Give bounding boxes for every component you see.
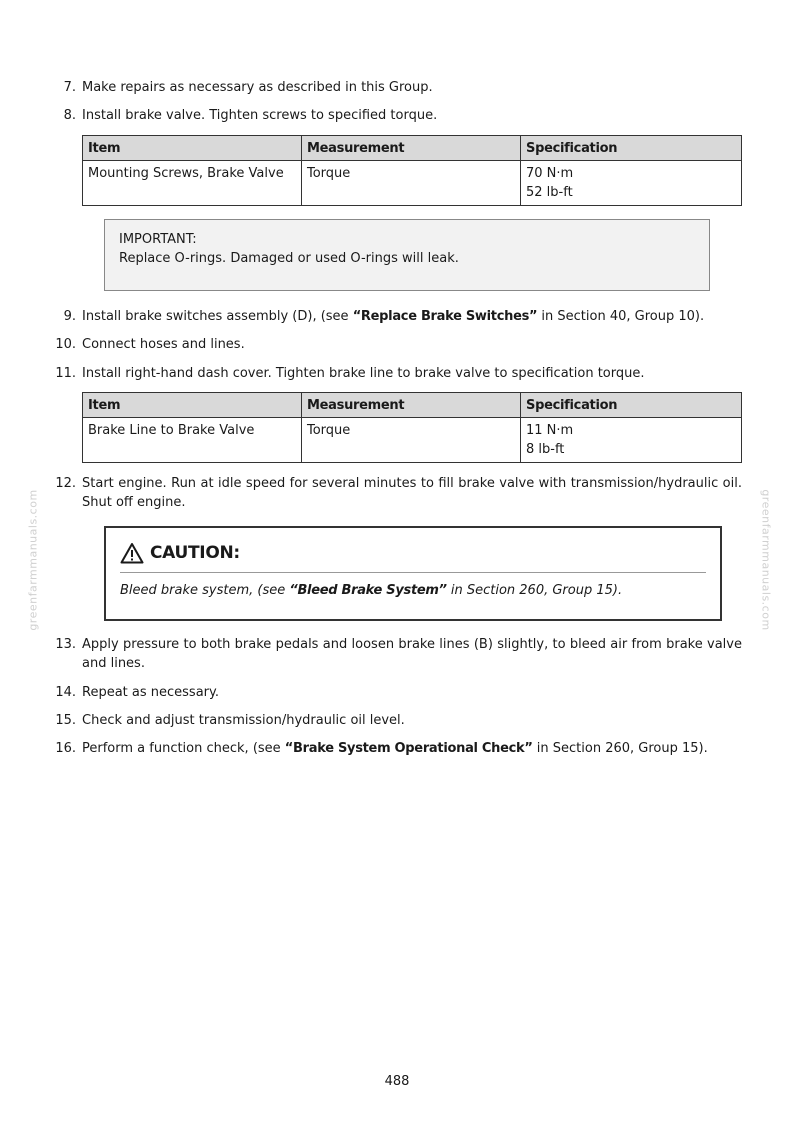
step-12 bbox=[50, 474, 742, 512]
table-row bbox=[83, 161, 742, 206]
watermark-left: greenfarmmanuals.com bbox=[26, 489, 40, 631]
step-text-post: in Section 40, Group 10). bbox=[537, 309, 705, 324]
step-text: Repeat as necessary. bbox=[82, 685, 219, 700]
spec-imperial: 52 lb-ft bbox=[526, 185, 573, 200]
step-8 bbox=[50, 106, 742, 125]
cross-reference-link[interactable]: “Replace Brake Switches” bbox=[352, 309, 538, 324]
cell-specification bbox=[521, 161, 742, 206]
step-10 bbox=[50, 335, 742, 354]
warning-triangle-icon bbox=[120, 542, 144, 564]
step-text: Check and adjust transmission/hydraulic oil level. bbox=[82, 713, 405, 728]
step-text-post: in Section 260, Group 15). bbox=[532, 741, 708, 756]
watermark-right: greenfarmmanuals.com bbox=[759, 489, 773, 631]
step-15 bbox=[50, 711, 742, 730]
important-title: IMPORTANT: bbox=[119, 232, 197, 247]
step-text: Install brake valve. Tighten screws to specified torque. bbox=[82, 108, 438, 123]
header-specification: Specification bbox=[521, 136, 742, 161]
cell-specification bbox=[521, 418, 742, 463]
header-measurement: Measurement bbox=[302, 136, 521, 161]
cell-item: Brake Line to Brake Valve bbox=[83, 418, 302, 463]
caution-text-post: in Section 260, Group 15). bbox=[446, 583, 623, 598]
important-notice bbox=[104, 219, 710, 291]
cross-reference-link[interactable]: “Bleed Brake System” bbox=[289, 583, 447, 598]
step-number: 16. bbox=[55, 741, 76, 756]
cell-measurement: Torque bbox=[302, 418, 521, 463]
spec-metric: 11 N·m bbox=[526, 423, 574, 438]
table-header-row bbox=[83, 136, 742, 161]
cell-measurement: Torque bbox=[302, 161, 521, 206]
spec-metric: 70 N·m bbox=[526, 166, 574, 181]
header-specification: Specification bbox=[521, 393, 742, 418]
spec-imperial: 8 lb-ft bbox=[526, 442, 565, 457]
step-text: Start engine. Run at idle speed for several minutes to fill brake valve with transmission/hydraulic oil. Shut off engine. bbox=[82, 476, 742, 510]
torque-table-brake-line bbox=[82, 392, 742, 463]
step-text: Install right-hand dash cover. Tighten brake line to brake valve to specification torque. bbox=[82, 366, 645, 381]
table-row bbox=[83, 418, 742, 463]
step-text: Apply pressure to both brake pedals and loosen brake lines (B) slightly, to bleed air from brake valve and lines. bbox=[82, 637, 742, 671]
step-text: Connect hoses and lines. bbox=[82, 337, 245, 352]
step-9 bbox=[50, 307, 742, 326]
caution-header bbox=[120, 540, 706, 566]
torque-table-brake-valve bbox=[82, 135, 742, 206]
step-text-pre: Install brake switches assembly (D), (see bbox=[82, 309, 353, 324]
caution-title: CAUTION: bbox=[150, 543, 240, 563]
step-number: 9. bbox=[63, 309, 76, 324]
step-number: 12. bbox=[55, 476, 76, 491]
step-text: Make repairs as necessary as described in this Group. bbox=[82, 80, 433, 95]
header-item: Item bbox=[83, 393, 302, 418]
step-13 bbox=[50, 635, 742, 673]
step-text bbox=[82, 307, 742, 326]
step-number: 15. bbox=[55, 713, 76, 728]
step-text bbox=[82, 739, 742, 758]
header-measurement: Measurement bbox=[302, 393, 521, 418]
step-number: 8. bbox=[63, 108, 76, 123]
caution-text bbox=[120, 581, 706, 600]
cell-item: Mounting Screws, Brake Valve bbox=[83, 161, 302, 206]
important-text: Replace O-rings. Damaged or used O-rings will leak. bbox=[119, 251, 459, 266]
page-number: 488 bbox=[384, 1074, 410, 1089]
step-number: 14. bbox=[55, 685, 76, 700]
header-item: Item bbox=[83, 136, 302, 161]
step-number: 10. bbox=[55, 337, 76, 352]
caution-divider bbox=[120, 572, 706, 573]
step-11 bbox=[50, 364, 742, 383]
step-number: 13. bbox=[55, 637, 76, 652]
step-number: 11. bbox=[55, 366, 76, 381]
cross-reference-link[interactable]: “Brake System Operational Check” bbox=[284, 741, 533, 756]
step-16 bbox=[50, 739, 742, 758]
caution-notice bbox=[104, 526, 722, 621]
table-header-row bbox=[83, 393, 742, 418]
step-number: 7. bbox=[63, 80, 76, 95]
caution-text-pre: Bleed brake system, (see bbox=[120, 583, 290, 598]
step-7 bbox=[50, 78, 742, 97]
step-14 bbox=[50, 683, 742, 702]
step-text-pre: Perform a function check, (see bbox=[82, 741, 285, 756]
